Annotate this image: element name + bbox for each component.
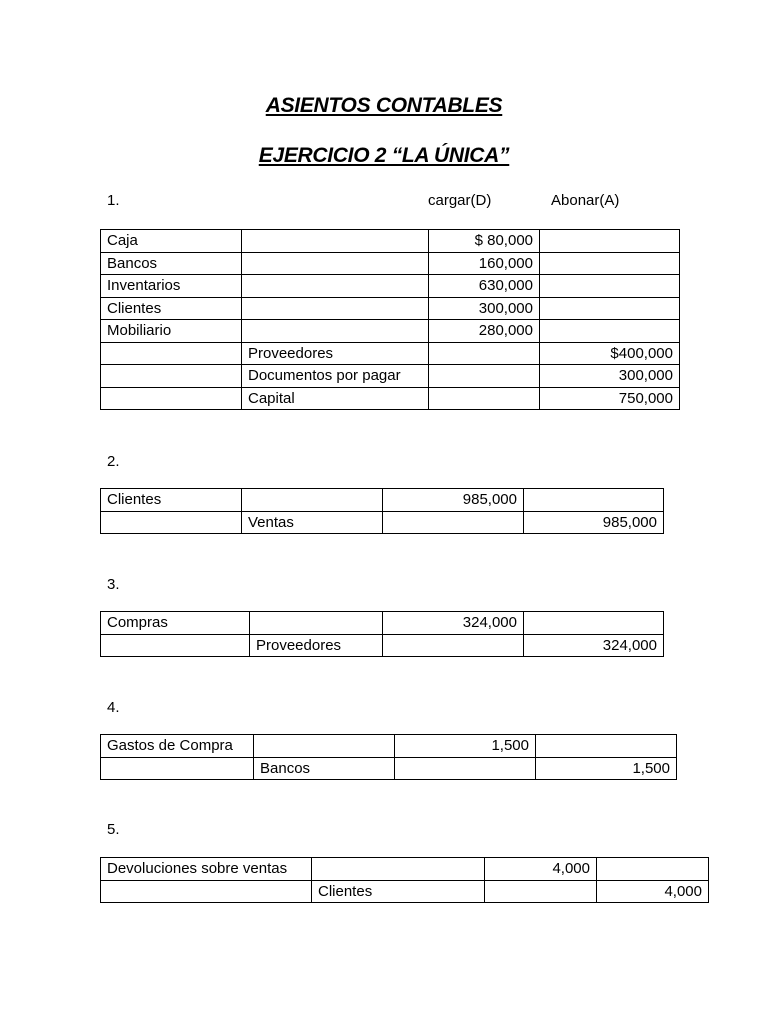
credit-account-cell: Capital	[242, 387, 429, 410]
debit-amount-cell	[383, 511, 524, 534]
journal-entry-table	[100, 611, 664, 657]
credit-account-cell	[242, 297, 429, 320]
credit-amount-cell	[536, 735, 677, 758]
credit-amount-cell	[540, 320, 680, 343]
credit-account-cell	[242, 230, 429, 253]
debit-amount-cell	[485, 880, 597, 903]
ledger-row	[101, 320, 680, 343]
debit-account-cell: Bancos	[101, 252, 242, 275]
credit-amount-cell: 300,000	[540, 365, 680, 388]
debit-account-cell: Clientes	[101, 297, 242, 320]
debit-account-cell	[101, 757, 254, 780]
credit-amount-cell	[540, 252, 680, 275]
ledger-row	[101, 489, 664, 512]
credit-amount-cell	[597, 858, 709, 881]
debit-account-cell	[101, 880, 312, 903]
debit-column-header: cargar(D)	[428, 192, 492, 209]
credit-account-cell	[242, 320, 429, 343]
credit-amount-cell: 4,000	[597, 880, 709, 903]
credit-amount-cell	[540, 230, 680, 253]
ledger-row	[101, 297, 680, 320]
debit-account-cell: Caja	[101, 230, 242, 253]
debit-account-cell	[101, 342, 242, 365]
debit-amount-cell: 280,000	[429, 320, 540, 343]
ledger-row	[101, 230, 680, 253]
document-title: ASIENTOS CONTABLES	[265, 94, 503, 117]
entry-number: 5.	[107, 821, 120, 838]
debit-account-cell: Gastos de Compra	[101, 735, 254, 758]
credit-amount-cell: 324,000	[524, 634, 664, 657]
ledger-row	[101, 252, 680, 275]
credit-account-cell: Proveedores	[250, 634, 383, 657]
ledger-row	[101, 275, 680, 298]
entry-number: 3.	[107, 576, 120, 593]
ledger-row	[101, 612, 664, 635]
journal-entry-table	[100, 229, 680, 410]
credit-amount-cell	[540, 275, 680, 298]
ledger-row	[101, 880, 709, 903]
credit-account-cell: Documentos por pagar	[242, 365, 429, 388]
credit-amount-cell: $400,000	[540, 342, 680, 365]
debit-amount-cell: 1,500	[395, 735, 536, 758]
debit-amount-cell	[429, 342, 540, 365]
debit-account-cell	[101, 511, 242, 534]
credit-account-cell	[242, 275, 429, 298]
credit-account-cell: Ventas	[242, 511, 383, 534]
debit-amount-cell	[429, 387, 540, 410]
ledger-row	[101, 342, 680, 365]
debit-account-cell	[101, 365, 242, 388]
ledger-row	[101, 858, 709, 881]
debit-amount-cell: 985,000	[383, 489, 524, 512]
debit-account-cell: Mobiliario	[101, 320, 242, 343]
debit-amount-cell: 324,000	[383, 612, 524, 635]
credit-column-header: Abonar(A)	[551, 192, 620, 209]
credit-account-cell	[242, 489, 383, 512]
credit-account-cell: Proveedores	[242, 342, 429, 365]
debit-amount-cell	[395, 757, 536, 780]
credit-account-cell: Clientes	[312, 880, 485, 903]
debit-amount-cell: 300,000	[429, 297, 540, 320]
credit-account-cell	[242, 252, 429, 275]
debit-amount-cell: $ 80,000	[429, 230, 540, 253]
credit-amount-cell	[524, 489, 664, 512]
credit-amount-cell: 1,500	[536, 757, 677, 780]
debit-amount-cell: 160,000	[429, 252, 540, 275]
debit-account-cell: Compras	[101, 612, 250, 635]
credit-account-cell	[312, 858, 485, 881]
ledger-row	[101, 511, 664, 534]
ledger-row	[101, 634, 664, 657]
credit-account-cell: Bancos	[254, 757, 395, 780]
journal-entry-table	[100, 857, 709, 903]
journal-entry-table	[100, 488, 664, 534]
credit-amount-cell: 750,000	[540, 387, 680, 410]
credit-account-cell	[254, 735, 395, 758]
ledger-row	[101, 365, 680, 388]
debit-account-cell: Devoluciones sobre ventas	[101, 858, 312, 881]
journal-entry-table	[100, 734, 677, 780]
ledger-row	[101, 735, 677, 758]
credit-amount-cell: 985,000	[524, 511, 664, 534]
ledger-row	[101, 757, 677, 780]
debit-amount-cell: 630,000	[429, 275, 540, 298]
debit-amount-cell: 4,000	[485, 858, 597, 881]
exercise-title: EJERCICIO 2 “LA ÚNICA”	[258, 144, 510, 167]
entry-number: 1.	[107, 192, 120, 209]
debit-account-cell: Clientes	[101, 489, 242, 512]
debit-amount-cell	[383, 634, 524, 657]
credit-account-cell	[250, 612, 383, 635]
credit-amount-cell	[540, 297, 680, 320]
debit-account-cell: Inventarios	[101, 275, 242, 298]
entry-number: 2.	[107, 453, 120, 470]
debit-account-cell	[101, 387, 242, 410]
debit-amount-cell	[429, 365, 540, 388]
ledger-row	[101, 387, 680, 410]
credit-amount-cell	[524, 612, 664, 635]
debit-account-cell	[101, 634, 250, 657]
entry-number: 4.	[107, 699, 120, 716]
